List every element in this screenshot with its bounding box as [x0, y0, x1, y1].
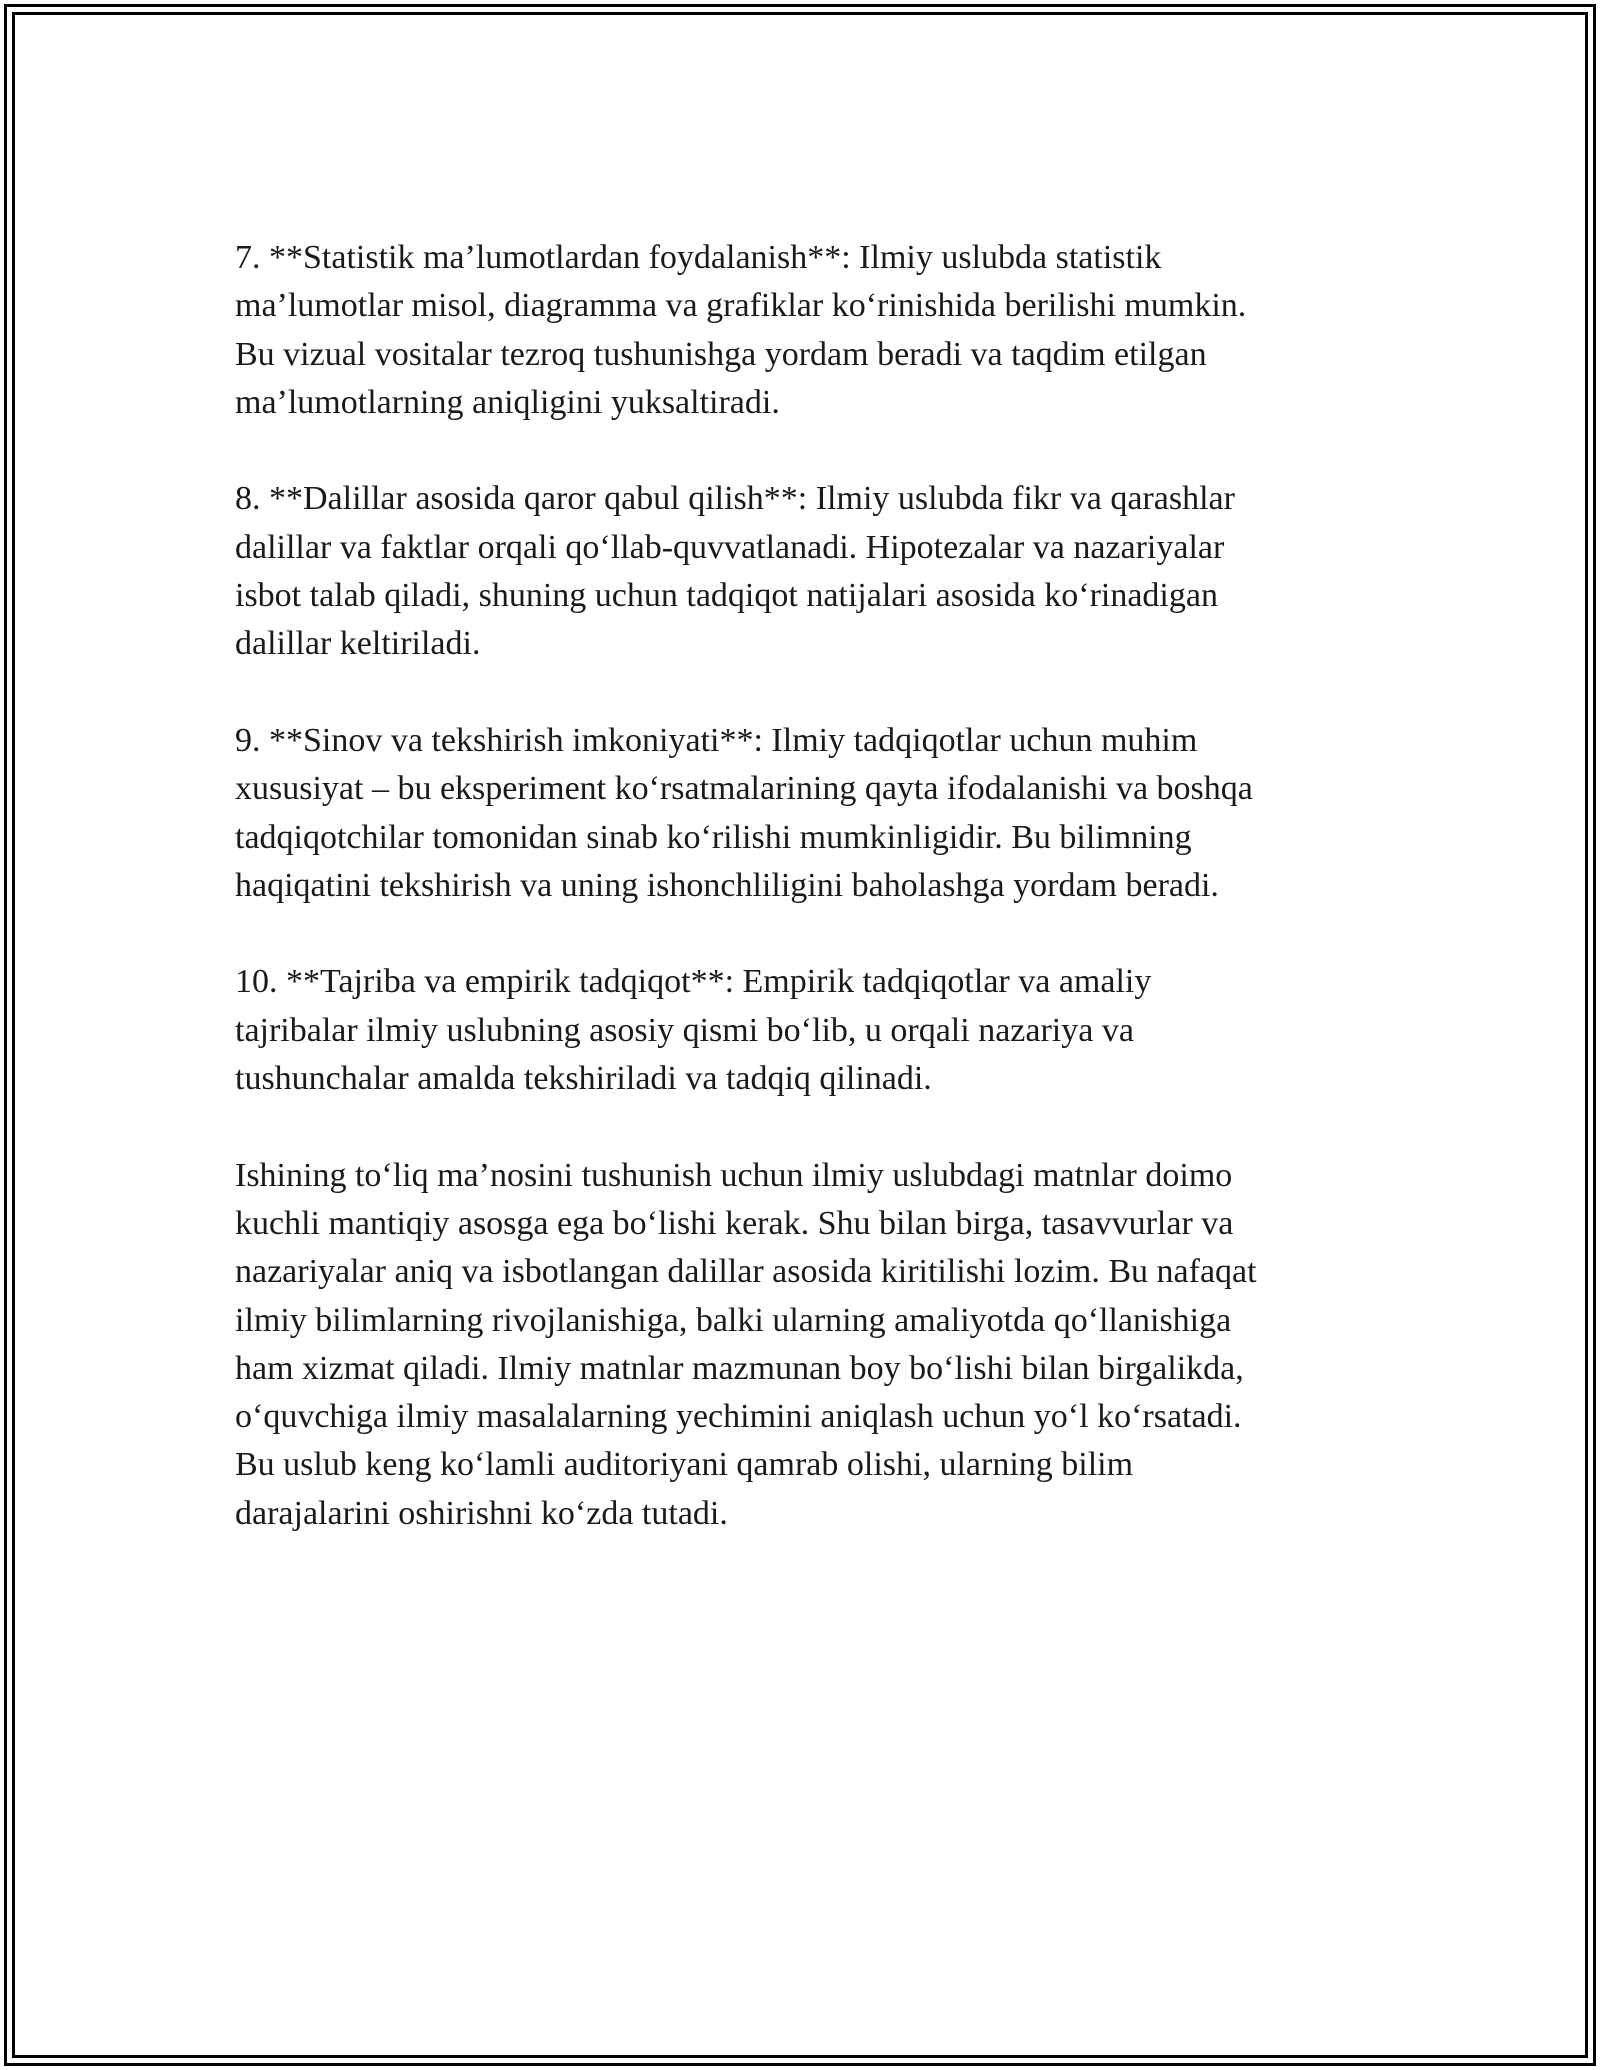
- text-line: dalillar keltiriladi.: [235, 625, 481, 663]
- text-line: ilmiy bilimlarning rivojlanishiga, balki ularning amaliyotda qo‘llanishiga: [235, 1301, 1232, 1339]
- paragraph-item-10: [235, 958, 1355, 1103]
- text-line: 10. **Tajriba va empirik tadqiqot**: Empirik tadqiqotlar va amaliy: [235, 963, 1152, 1001]
- text-line: tadqiqotchilar tomonidan sinab ko‘rilishi mumkinligidir. Bu bilimning: [235, 818, 1192, 856]
- text-line: nazariyalar aniq va isbotlangan dalillar asosida kiritilishi lozim. Bu nafaqat: [235, 1253, 1257, 1291]
- text-line: ma’lumotlar misol, diagramma va grafiklar ko‘rinishida berilishi mumkin.: [235, 287, 1247, 325]
- text-line: o‘quvchiga ilmiy masalalarning yechimini aniqlash uchun yo‘l ko‘rsatadi.: [235, 1398, 1242, 1436]
- text-line: dalillar va faktlar orqali qo‘llab-quvvatlanadi. Hipotezalar va nazariyalar: [235, 528, 1225, 566]
- text-line: darajalarini oshirishni ko‘zda tutadi.: [235, 1494, 728, 1532]
- text-line: ham xizmat qiladi. Ilmiy matnlar mazmunan boy bo‘lishi bilan birgalikda,: [235, 1349, 1244, 1387]
- text-line: ma’lumotlarning aniqligini yuksaltiradi.: [235, 383, 780, 421]
- text-line: isbot talab qiladi, shuning uchun tadqiqot natijalari asosida ko‘rinadigan: [235, 577, 1218, 615]
- text-line: Ishining to‘liq ma’nosini tushunish uchun ilmiy uslubdagi matnlar doimo: [235, 1156, 1233, 1194]
- text-line: 9. **Sinov va tekshirish imkoniyati**: Ilmiy tadqiqotlar uchun muhim: [235, 721, 1198, 759]
- document-body: [235, 234, 1355, 1586]
- paragraph-item-9: [235, 717, 1355, 910]
- text-line: kuchli mantiqiy asosga ega bo‘lishi kerak. Shu bilan birga, tasavvurlar va: [235, 1204, 1234, 1242]
- text-line: 8. **Dalillar asosida qaror qabul qilish**: Ilmiy uslubda fikr va qarashlar: [235, 480, 1235, 518]
- text-line: Bu uslub keng ko‘lamli auditoriyani qamrab olishi, ularning bilim: [235, 1446, 1134, 1484]
- text-line: 7. **Statistik ma’lumotlardan foydalanish**: Ilmiy uslubda statistik: [235, 239, 1162, 276]
- paragraph-item-7: [235, 234, 1355, 427]
- paragraph-conclusion: [235, 1152, 1355, 1538]
- text-line: Bu vizual vositalar tezroq tushunishga yordam beradi va taqdim etilgan: [235, 335, 1207, 373]
- text-line: xususiyat – bu eksperiment ko‘rsatmalarining qayta ifodalanishi va boshqa: [235, 770, 1253, 808]
- text-line: tushunchalar amalda tekshiriladi va tadqiq qilinadi.: [235, 1060, 932, 1098]
- text-line: tajribalar ilmiy uslubning asosiy qismi bo‘lib, u orqali nazariya va: [235, 1011, 1134, 1049]
- text-line: haqiqatini tekshirish va uning ishonchliligini baholashga yordam beradi.: [235, 866, 1219, 904]
- paragraph-item-8: [235, 475, 1355, 668]
